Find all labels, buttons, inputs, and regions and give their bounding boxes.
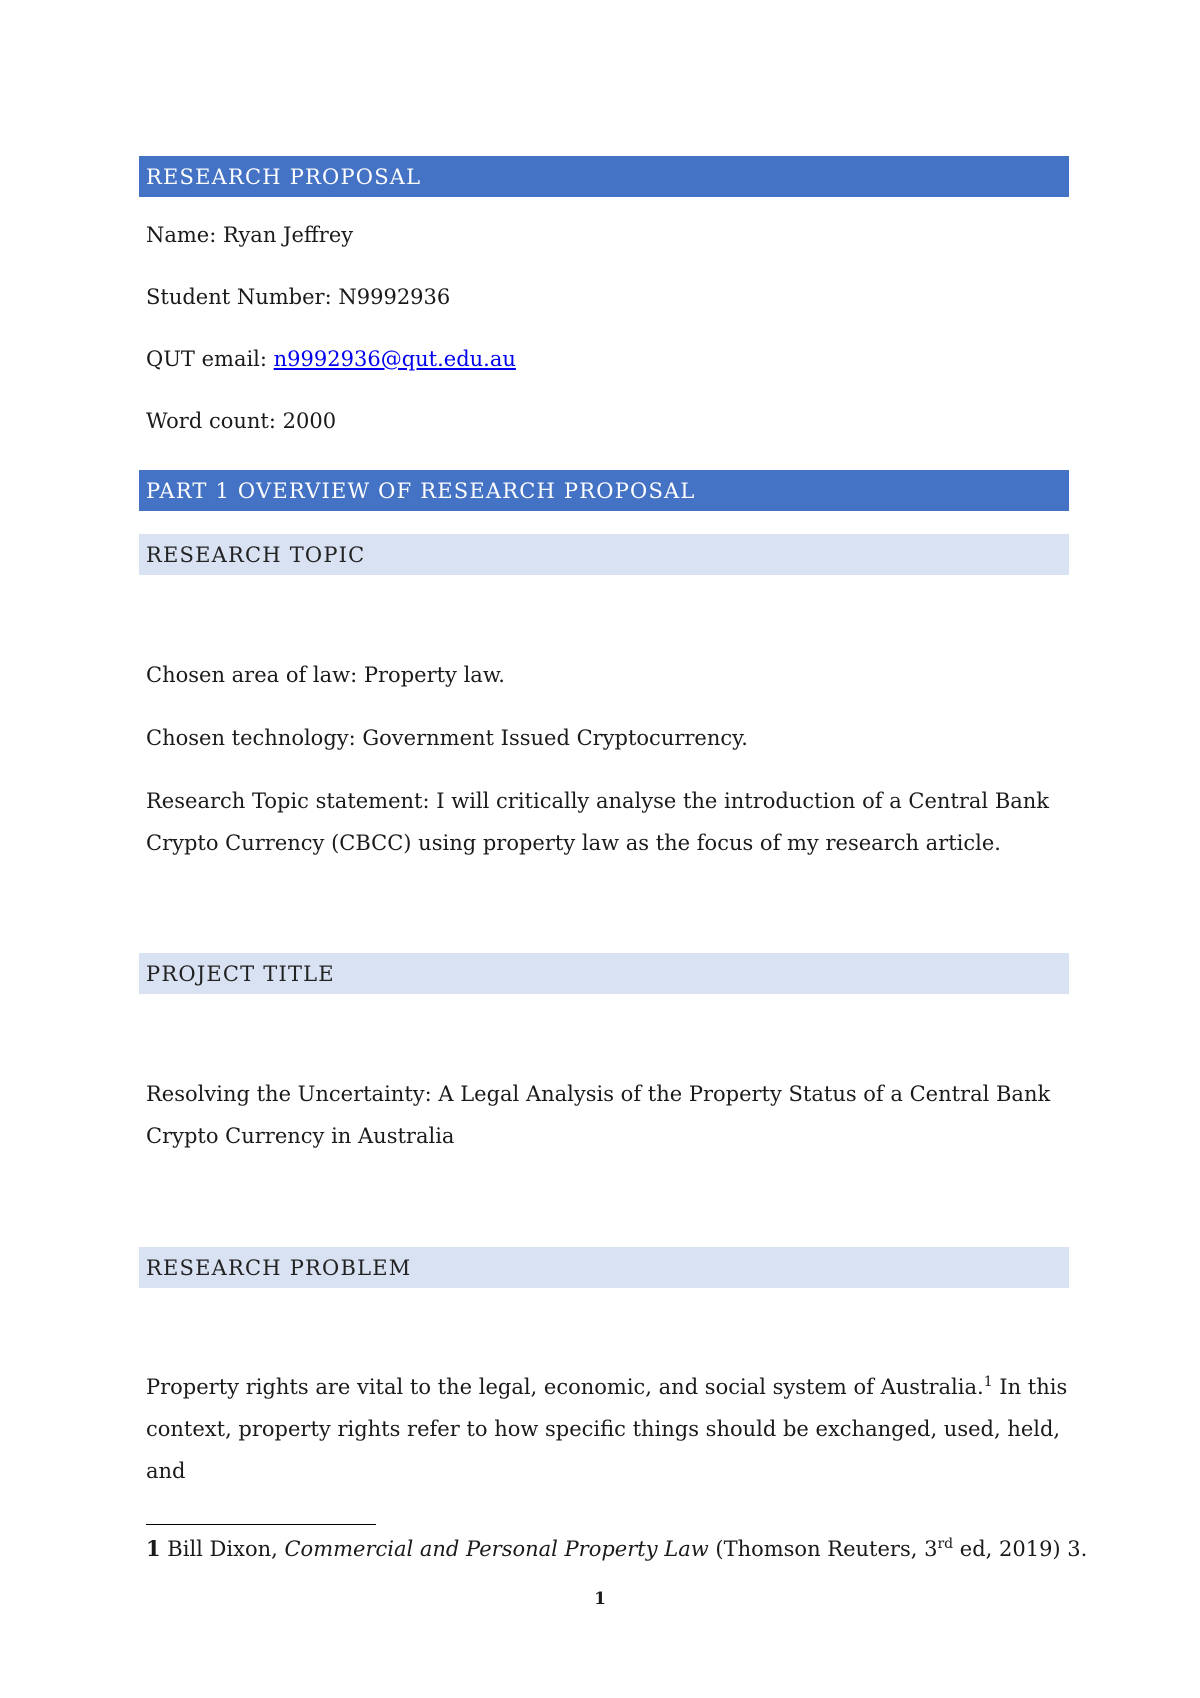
student-number: N9992936 xyxy=(338,285,451,309)
project-title-text: Resolving the Uncertainty: A Legal Analysis of the Property Status of a Central Bank Crypto Currency in Australia xyxy=(146,1082,1051,1148)
research-topic-heading: RESEARCH TOPIC xyxy=(146,542,366,567)
student-number-label: Student Number: xyxy=(146,285,332,309)
project-title-heading: PROJECT TITLE xyxy=(146,961,335,986)
project-title-heading-bar xyxy=(139,953,1069,994)
footnote-author: Bill Dixon, xyxy=(160,1537,285,1561)
research-problem-heading: RESEARCH PROBLEM xyxy=(146,1255,412,1280)
header-title: RESEARCH PROPOSAL xyxy=(146,164,422,189)
student-name-line xyxy=(146,215,353,256)
student-email-link[interactable]: n9992936@qut.edu.au xyxy=(273,347,516,371)
footnote-publisher: (Thomson Reuters, 3 xyxy=(708,1537,938,1561)
header-title-bar xyxy=(139,156,1069,197)
student-name: Ryan Jeffrey xyxy=(223,223,354,247)
research-problem-heading-bar xyxy=(139,1247,1069,1288)
part1-heading-bar xyxy=(139,470,1069,511)
chosen-technology-label: Chosen technology: xyxy=(146,726,356,750)
chosen-area: Property law. xyxy=(363,663,505,687)
research-problem-text xyxy=(146,1366,1071,1492)
student-name-label: Name: xyxy=(146,223,217,247)
footnote xyxy=(146,1530,1087,1568)
page-number: 1 xyxy=(594,1589,606,1609)
research-topic-statement xyxy=(146,780,1071,864)
footnote-reference[interactable]: 1 xyxy=(983,1374,993,1390)
footnote-year: ed, 2019) 3. xyxy=(953,1537,1088,1561)
footnote-number: 1 xyxy=(146,1536,161,1561)
chosen-technology-line xyxy=(146,718,748,759)
research-problem-part2: In this context, property rights refer to how specific things should be exchanged, used, held, and xyxy=(146,1375,1068,1483)
word-count: 2000 xyxy=(282,409,337,433)
part1-heading: PART 1 OVERVIEW OF RESEARCH PROPOSAL xyxy=(146,478,696,503)
word-count-line xyxy=(146,401,336,442)
word-count-label: Word count: xyxy=(146,409,276,433)
student-email-label: QUT email: xyxy=(146,347,267,371)
student-number-line xyxy=(146,277,450,318)
student-email-line xyxy=(146,339,516,380)
footnote-separator xyxy=(146,1524,376,1525)
research-topic-heading-bar xyxy=(139,534,1069,575)
chosen-technology: Government Issued Cryptocurrency. xyxy=(362,726,748,750)
footnote-title: Commercial and Personal Property Law xyxy=(284,1537,709,1561)
chosen-area-line xyxy=(146,655,505,696)
research-problem-part1: Property rights are vital to the legal, economic, and social system of Australia. xyxy=(146,1375,984,1399)
statement-label: Research Topic statement: xyxy=(146,789,430,813)
statement-text: I will critically analyse the introduction of a Central Bank Crypto Currency (CBCC) using property law as the focus of my research article. xyxy=(146,789,1050,855)
chosen-area-label: Chosen area of law: xyxy=(146,663,358,687)
footnote-edition-suffix: rd xyxy=(937,1536,954,1552)
